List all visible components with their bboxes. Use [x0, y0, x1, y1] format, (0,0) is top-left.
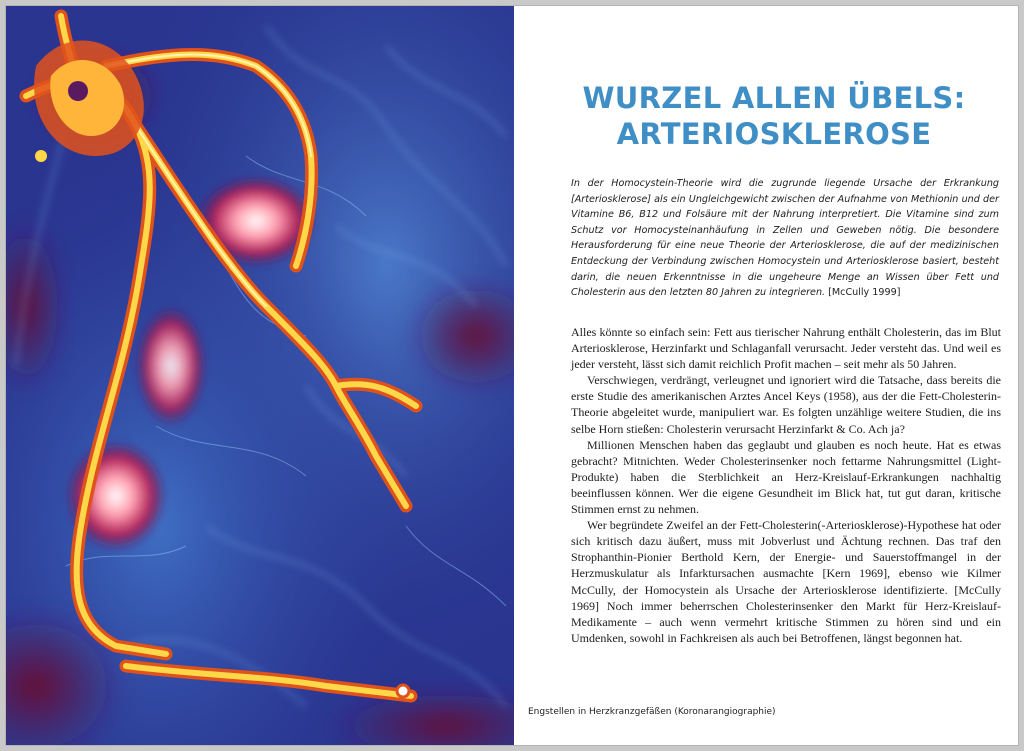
- intro-citation: [McCully 1999]: [828, 287, 901, 299]
- angiography-image: [6, 6, 514, 745]
- text-page: [514, 6, 1018, 745]
- chapter-title-line1: WURZEL ALLEN ÜBELS:: [582, 81, 966, 115]
- chapter-title-line2: ARTERIOSKLEROSE: [616, 117, 932, 151]
- book-spread: [6, 6, 1018, 745]
- body-text: [571, 324, 1001, 646]
- intro-quote-text: In der Homocystein-Theorie wird die zugrunde liegende Ursache der Erkrankung [Arteriosklerose] als ein Ungleichgewicht zwischen der Aufnahme von Methionin und der Vitamine B6, B12 und Folsäure mit der Nahrung interpretiert. Die Vitamine sind zum Schutz vor Homocysteinanhäufung in Zellen und Geweben nötig. Die besondere Herausforderung für eine neue Theorie der Arteriosklerose, die auf der medizinischen Entdeckung der Verbindung zwischen Homocystein und Arteriosklerose basiert, besteht darin, die neuen Erkenntnisse in die ungeheure Menge an Wissen über Fett und Cholesterin aus den letzten 80 Jahren zu integrieren.: [571, 178, 999, 299]
- paragraph-1: Alles könnte so einfach sein: Fett aus tierischer Nahrung enthält Cholesterin, das im Blut Arteriosklerose, Herzinfarkt und Schlaganfall verursacht. Jeder versteht das. Und weil es jeder versteht, lässt sich damit reichlich Profit machen – seit mehr als 50 Jahren.: [571, 325, 1001, 372]
- paragraph-2: Verschwiegen, verdrängt, verleugnet und ignoriert wird die Tatsache, dass bereits die erste Studie des amerikanischen Arztes Ancel Keys (1958), aus der die Fett-Cholesterin-Theorie abgeleitet wurde, manipuliert war. Es folgten unzählige weitere Studien, die ins selbe Horn stießen: Cholesterin verursacht Herzinfarkt & Co. Ach ja?: [571, 373, 1001, 436]
- chapter-title: [544, 80, 1004, 152]
- paragraph-3: Millionen Menschen haben das geglaubt und glauben es noch heute. Hat es etwas gebracht? Mitnichten. Weder Cholesterinsenker noch fettarme Nahrungsmittel (Light-Produkte) haben die Sterblichkeit an Herz-Kreislauf-Erkrankungen nachhaltig beeinflussen können. Wer die eigene Gesundheit im Blick hat, tut gut daran, kritische Stimmen ernst zu nehmen.: [571, 437, 1001, 517]
- angiography-illustration: [6, 6, 514, 745]
- intro-quote: [571, 176, 999, 301]
- paragraph-4: Wer begründete Zweifel an der Fett-Cholesterin(-Arteriosklerose)-Hypothese hat oder sich kritisch dazu äußert, muss mit Jobverlust und Ächtung rechnen. Das traf den Strophanthin-Pionier Berthold Kern, der Energie- und Sauerstoffmangel in der Herzmuskulatur als Infarktursachen ausmachte [Kern 1969], ebenso wie Kilmer McCully, der Homocystein als Ursache der Arteriosklerose identifizierte. [McCully 1969] Noch immer beherrschen Cholesterinsenker den Markt für Herz-Kreislauf-Medikamente – auch wenn vermehrt kritische Stimmen zu hören sind und ein Umdenken, sowohl in Fachkreisen als auch bei Betroffenen, längst begonnen hat.: [571, 518, 1001, 645]
- image-caption: Engstellen in Herzkranzgefäßen (Koronarangiographie): [528, 707, 776, 717]
